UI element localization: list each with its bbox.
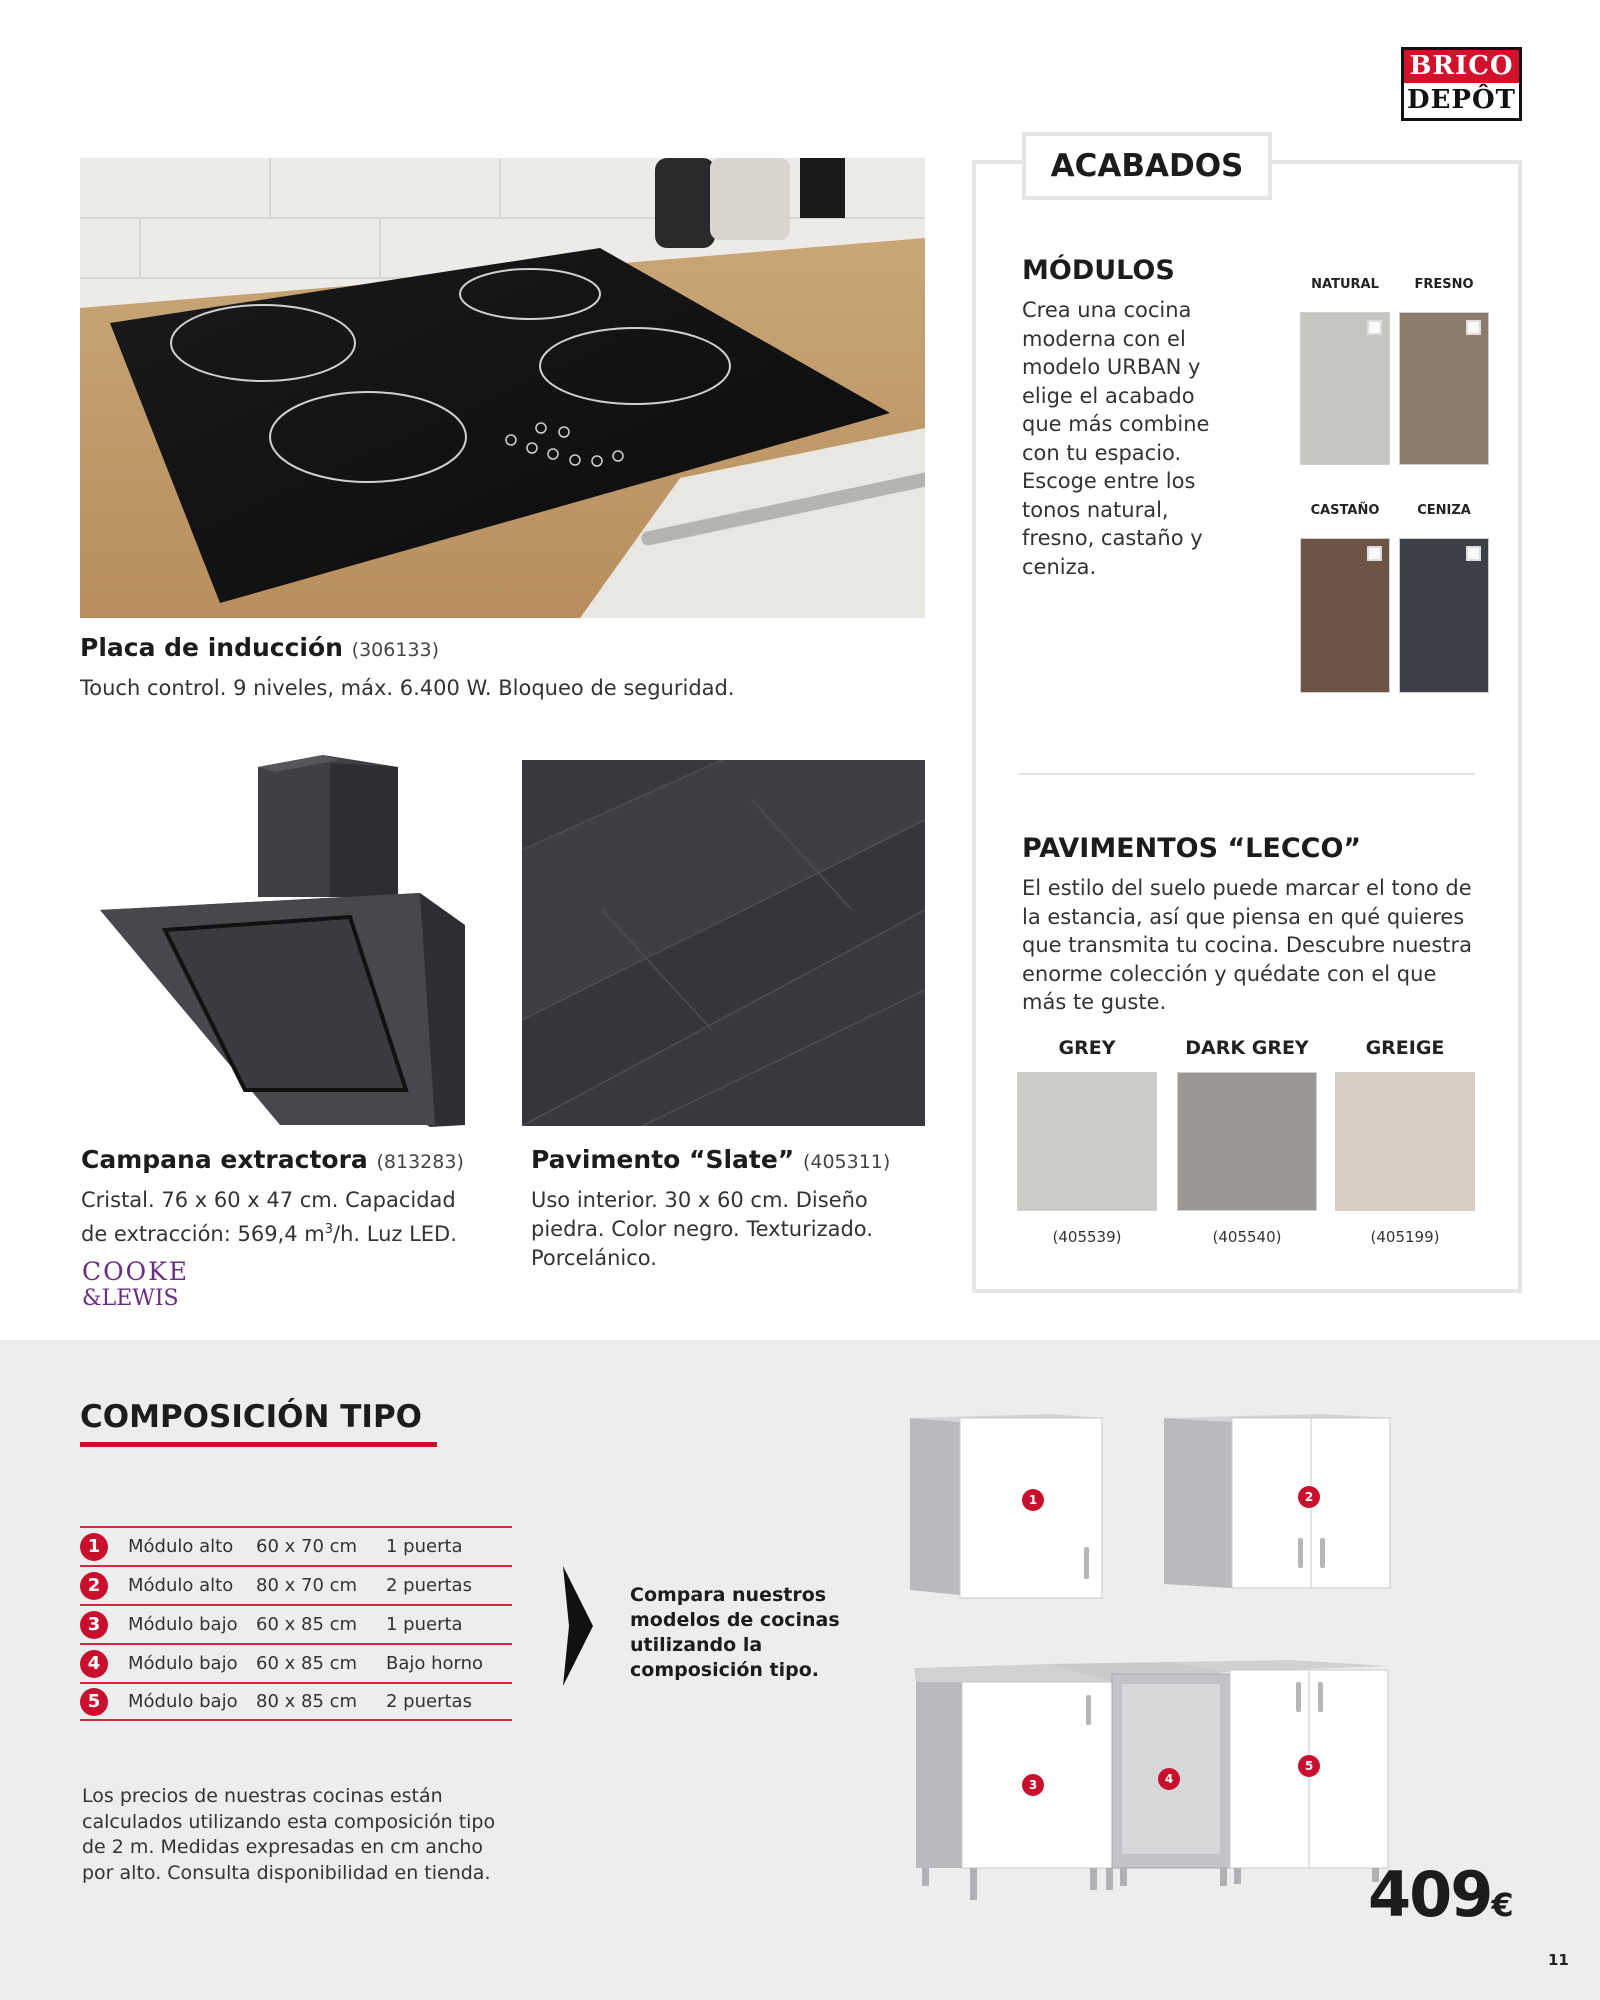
pavimentos-title: PAVIMENTOS “LECCO” [1022,833,1362,864]
row-number-badge: 4 [80,1650,108,1678]
extractor-hood-photo [80,755,480,1130]
swatch-ceniza [1399,538,1489,693]
hood-title-line [81,1145,464,1174]
hood-title: Campana extractora [81,1145,368,1174]
row-size: 60 x 70 cm [256,1536,358,1557]
row-size: 60 x 85 cm [256,1614,358,1635]
table-row [80,1526,512,1565]
arrow-right-icon [563,1566,593,1686]
cabinet-marker-3-label: 3 [1028,1778,1038,1792]
price-value: 409 [1368,1858,1492,1931]
cabinet-marker-4-label: 4 [1164,1772,1174,1786]
row-module: Módulo alto [128,1575,234,1596]
swatch-label-natural: NATURAL [1311,277,1379,292]
row-doors: 1 puerta [386,1614,463,1635]
cooke-lewis-logo [82,1258,202,1312]
slate-floor-photo [522,760,925,1126]
swatch-label-fresno: FRESNO [1414,277,1474,292]
swatch-corner-icon [1466,546,1481,561]
tile-code-greige: (405199) [1370,1228,1440,1246]
table-row [80,1565,512,1604]
row-module: Módulo bajo [128,1614,238,1635]
row-module: Módulo alto [128,1536,234,1557]
tile-code-dark-grey: (405540) [1212,1228,1282,1246]
swatch-castano [1300,538,1390,693]
composicion-title: COMPOSICIÓN TIPO [80,1399,423,1435]
price [1368,1858,1514,1931]
table-row [80,1682,512,1721]
logo-line2: DEPÔT [1404,83,1519,118]
swatch-label-castano: CASTAÑO [1310,503,1380,518]
hood-description-line2 [81,1215,501,1249]
row-module: Módulo bajo [128,1691,238,1712]
swatch-label-ceniza: CENIZA [1417,503,1471,518]
title-underline [80,1442,437,1447]
hob-title-line [80,633,439,662]
hood-description-line2b: /h. Luz LED. [333,1222,457,1246]
slate-code: (405311) [802,1151,891,1173]
induction-hob-photo [80,158,925,618]
hood-description [81,1186,501,1249]
cabinet-marker-1-label: 1 [1028,1493,1038,1507]
tile-greige [1335,1072,1475,1211]
hood-description-sup: 3 [324,1222,334,1237]
cabinet-marker-5-label: 5 [1304,1759,1314,1773]
price-currency: € [1491,1886,1514,1924]
pavimentos-text: El estilo del suelo puede marcar el tono de la estancia, así que piensa en qué quieres que transmita tu cocina. Descubre nuestra enorme colección y quédate con el que más te guste. [1022,876,1473,1014]
row-size: 80 x 85 cm [256,1691,358,1712]
cooke-logo-line2: &LEWIS [82,1286,179,1311]
slate-title-line [531,1145,890,1174]
row-number-badge: 2 [80,1572,108,1600]
modulos-title: MÓDULOS [1022,255,1175,286]
row-doors: 2 puertas [386,1691,472,1712]
compare-text: Compara nuestros modelos de cocinas utilizando la composición tipo. [630,1584,840,1681]
row-size: 80 x 70 cm [256,1575,358,1596]
row-module: Módulo bajo [128,1653,238,1674]
swatch-corner-icon [1367,546,1382,561]
swatch-fresno [1399,312,1489,465]
table-row [80,1643,512,1682]
tile-label-dark-grey: DARK GREY [1185,1037,1309,1059]
brico-depot-logo [1401,47,1522,121]
composicion-table [80,1526,512,1721]
row-number-badge: 1 [80,1533,108,1561]
tile-dark-grey [1177,1072,1317,1211]
section-divider [1018,773,1475,775]
hob-title: Placa de inducción [80,633,343,662]
swatch-natural [1300,312,1390,465]
tile-code-grey: (405539) [1052,1228,1122,1246]
table-row [80,1604,512,1643]
logo-line1: BRICO [1404,50,1519,83]
tile-label-greige: GREIGE [1365,1037,1445,1059]
tile-grey [1017,1072,1157,1211]
row-number-badge: 5 [80,1688,108,1716]
swatch-corner-icon [1466,320,1481,335]
page-number: 11 [1548,1951,1569,1969]
swatch-corner-icon [1367,320,1382,335]
slate-description: Uso interior. 30 x 60 cm. Diseño piedra. Color negro. Texturizado. Porcelánico. [531,1188,873,1270]
composicion-footnote: Los precios de nuestras cocinas están calculados utilizando esta composición tipo de 2 m. Medidas expresadas en cm ancho por alto. Consulta disponibilidad en tienda. [82,1785,496,1884]
tile-label-grey: GREY [1058,1037,1116,1059]
slate-title: Pavimento “Slate” [531,1145,795,1174]
hood-code: (813283) [376,1151,464,1173]
modulos-text: Crea una cocina moderna con el modelo URBAN y elige el acabado que más combine con tu espacio. Escoge entre los tonos natural, fresno, castaño y ceniza. [1022,298,1210,579]
row-size: 60 x 85 cm [256,1653,358,1674]
cooke-logo-line1: COOKE [82,1257,190,1286]
row-doors: Bajo horno [386,1653,484,1674]
row-doors: 1 puerta [386,1536,463,1557]
row-number-badge: 3 [80,1611,108,1639]
row-doors: 2 puertas [386,1575,472,1596]
hob-code: (306133) [351,639,440,661]
acabados-title: ACABADOS [1022,132,1272,200]
kitchen-composition-illustration [900,1410,1400,1920]
hood-description-line1: Cristal. 76 x 60 x 47 cm. Capacidad [81,1188,456,1212]
hob-description: Touch control. 9 niveles, máx. 6.400 W. Bloqueo de seguridad. [80,676,735,700]
cabinet-marker-2-label: 2 [1304,1490,1314,1504]
hood-description-line2a: de extracción: 569,4 m [81,1222,325,1246]
